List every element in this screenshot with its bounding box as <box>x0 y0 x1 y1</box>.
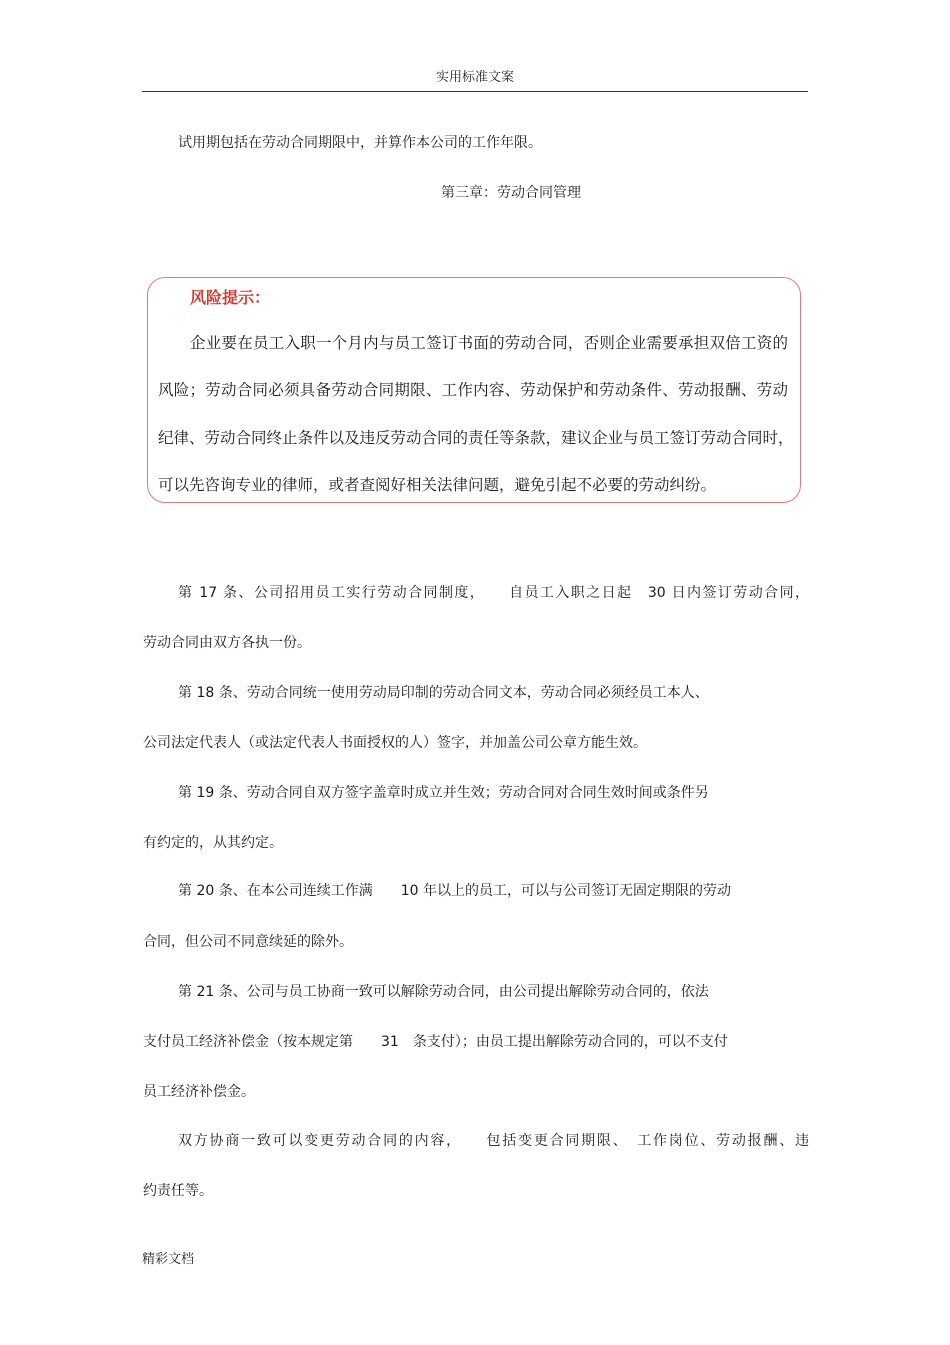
risk-notice-line: 风险；劳动合同必须具备劳动合同期限、工作内容、劳动保护和劳动条件、劳动报酬、劳动 <box>158 381 788 399</box>
article-line: 第 18 条、劳动合同统一使用劳动局印制的劳动合同文本，劳动合同必须经员工本人、 <box>178 685 709 701</box>
article-line: 双方协商一致可以变更劳动合同的内容， 包括变更合同期限、 工作岗位、劳动报酬、违 <box>178 1133 809 1149</box>
article-line: 合同，但公司不同意续延的除外。 <box>143 934 353 950</box>
header-divider <box>142 91 808 92</box>
page-header-title: 实用标准文案 <box>435 70 514 85</box>
article-line: 支付员工经济补偿金（按本规定第 31 条支付）；由员工提出解除劳动合同的，可以不支付 <box>143 1034 728 1050</box>
risk-notice-line: 企业要在员工入职一个月内与员工签订书面的劳动合同，否则企业需要承担双倍工资的 <box>190 334 788 352</box>
risk-notice-box <box>147 277 801 503</box>
intro-paragraph: 试用期包括在劳动合同期限中，并算作本公司的工作年限。 <box>178 135 542 151</box>
article-line: 公司法定代表人（或法定代表人书面授权的人）签字，并加盖公司公章方能生效。 <box>143 735 647 751</box>
risk-notice-line: 可以先咨询专业的律师，或者查阅好相关法律问题，避免引起不必要的劳动纠纷。 <box>158 476 717 494</box>
article-line: 第 17 条、公司招用员工实行劳动合同制度， 自员工入职之日起 30 日内签订劳动合同， <box>178 585 809 601</box>
article-line: 第 19 条、劳动合同自双方签字盖章时成立并生效；劳动合同对合同生效时间或条件另 <box>178 785 709 801</box>
article-line: 约责任等。 <box>143 1183 213 1199</box>
article-line: 第 21 条、公司与员工协商一致可以解除劳动合同，由公司提出解除劳动合同的，依法 <box>178 984 709 1000</box>
article-line: 劳动合同由双方各执一份。 <box>143 635 311 651</box>
article-line: 有约定的，从其约定。 <box>143 835 283 851</box>
risk-notice-line: 纪律、劳动合同终止条件以及违反劳动合同的责任等条款，建议企业与员工签订劳动合同时， <box>158 429 794 447</box>
article-line: 第 20 条、在本公司连续工作满 10 年以上的员工，可以与公司签订无固定期限的劳动 <box>178 883 731 899</box>
article-line: 员工经济补偿金。 <box>143 1084 255 1100</box>
risk-notice-title: 风险提示： <box>190 288 271 307</box>
chapter-title: 第三章：劳动合同管理 <box>441 185 581 201</box>
page-footer: 精彩文档 <box>142 1252 195 1267</box>
